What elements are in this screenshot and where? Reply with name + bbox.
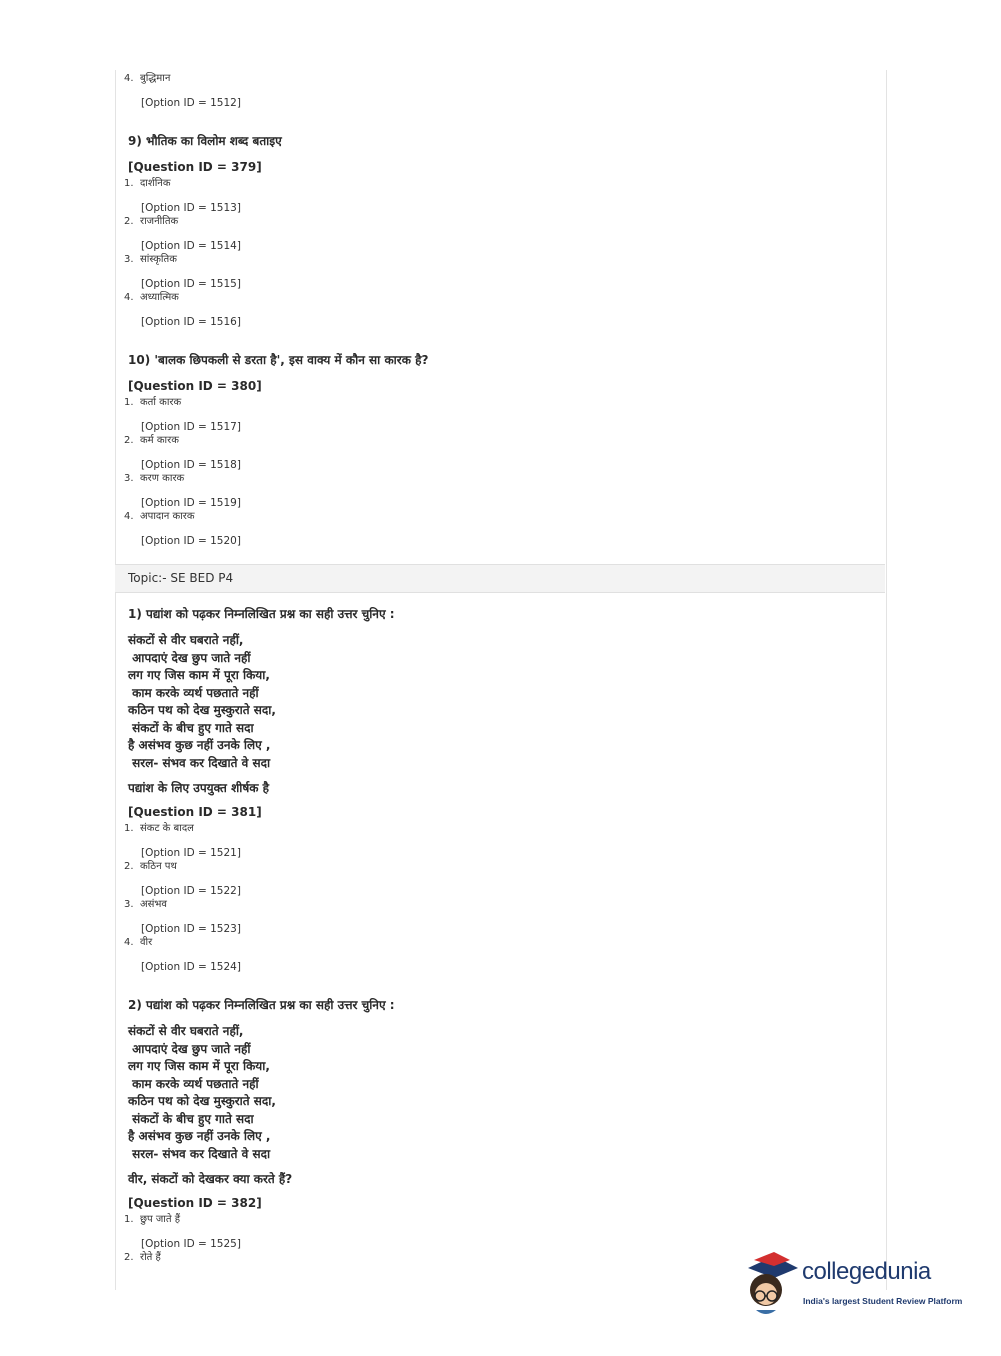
option-id: [Option ID = 1525]: [141, 1238, 241, 1250]
option-id: [Option ID = 1513]: [141, 202, 241, 214]
option-line: 4. बुद्धिमान: [124, 73, 171, 84]
option-line: 1. कर्ता कारक: [124, 397, 182, 408]
question-title: 1) पद्यांश को पढ़कर निम्नलिखित प्रश्न का सही उत्तर चुनिए :: [128, 607, 395, 621]
content-topic: [124, 606, 864, 1265]
option-id: [Option ID = 1514]: [141, 240, 241, 252]
content: [124, 72, 864, 548]
topic-bar: [115, 564, 885, 593]
question-id: [Question ID = 379]: [128, 160, 262, 174]
option-id: [Option ID = 1516]: [141, 316, 241, 328]
option-id: [Option ID = 1521]: [141, 847, 241, 859]
option-id: [Option ID = 1520]: [141, 535, 241, 547]
question-title: 10) 'बालक छिपकली से डरता है', इस वाक्य में कौन सा कारक है?: [128, 353, 429, 367]
logo-wordmark: collegedunia: [802, 1258, 931, 1285]
option-line: 3. सांस्कृतिक: [124, 254, 177, 265]
option-line: 1. छुप जाते हैं: [124, 1214, 181, 1225]
option-line: 1. दार्शनिक: [124, 178, 171, 189]
logo-tagline: India's largest Student Review Platform: [803, 1296, 963, 1306]
question-stem: पद्यांश के लिए उपयुक्त शीर्षक है: [128, 781, 270, 795]
option-id: [Option ID = 1518]: [141, 459, 241, 471]
collegedunia-logo: [740, 1250, 970, 1320]
option-line: 4. वीर: [124, 937, 153, 948]
option-line: 2. राजनीतिक: [124, 216, 179, 227]
option-id: [Option ID = 1522]: [141, 885, 241, 897]
option-id: [Option ID = 1524]: [141, 961, 241, 973]
mascot-icon: [740, 1250, 800, 1320]
option-line: 2. कठिन पथ: [124, 861, 177, 872]
question-title: 9) भौतिक का विलोम शब्द बताइए: [128, 134, 282, 148]
option-id: [Option ID = 1517]: [141, 421, 241, 433]
option-line: 4. अध्यात्मिक: [124, 292, 179, 303]
question-stem: वीर, संकटों को देखकर क्या करते हैं?: [128, 1172, 293, 1186]
option-id: [Option ID = 1512]: [141, 97, 241, 109]
question-id: [Question ID = 382]: [128, 1196, 262, 1210]
option-id: [Option ID = 1515]: [141, 278, 241, 290]
question-id: [Question ID = 381]: [128, 805, 262, 819]
option-line: 2. रोते हैं: [124, 1252, 161, 1263]
option-line: 4. अपादान कारक: [124, 511, 195, 522]
passage: संकटों से वीर घबराते नहीं, आपदाएं देख छुप जाते नहीं लग गए जिस काम में पूरा किया, काम करके व्यर्थ पछताते नहीं कठिन पथ को देख मुस्कुराते सदा, संकटों के बीच हुए गाते सदा है असंभव कुछ नहीं उनके लिए , सरल- संभव कर दिखाते वे सदा: [128, 633, 276, 770]
option-id: [Option ID = 1519]: [141, 497, 241, 509]
question-title: 2) पद्यांश को पढ़कर निम्नलिखित प्रश्न का सही उत्तर चुनिए :: [128, 998, 395, 1012]
option-id: [Option ID = 1523]: [141, 923, 241, 935]
passage: संकटों से वीर घबराते नहीं, आपदाएं देख छुप जाते नहीं लग गए जिस काम में पूरा किया, काम करके व्यर्थ पछताते नहीं कठिन पथ को देख मुस्कुराते सदा, संकटों के बीच हुए गाते सदा है असंभव कुछ नहीं उनके लिए , सरल- संभव कर दिखाते वे सदा: [128, 1024, 276, 1161]
option-line: 3. असंभव: [124, 899, 167, 910]
option-line: 2. कर्म कारक: [124, 435, 179, 446]
topic-label: Topic:- SE BED P4: [128, 571, 234, 585]
question-id: [Question ID = 380]: [128, 379, 262, 393]
option-line: 3. करण कारक: [124, 473, 185, 484]
option-line: 1. संकट के बादल: [124, 823, 194, 834]
